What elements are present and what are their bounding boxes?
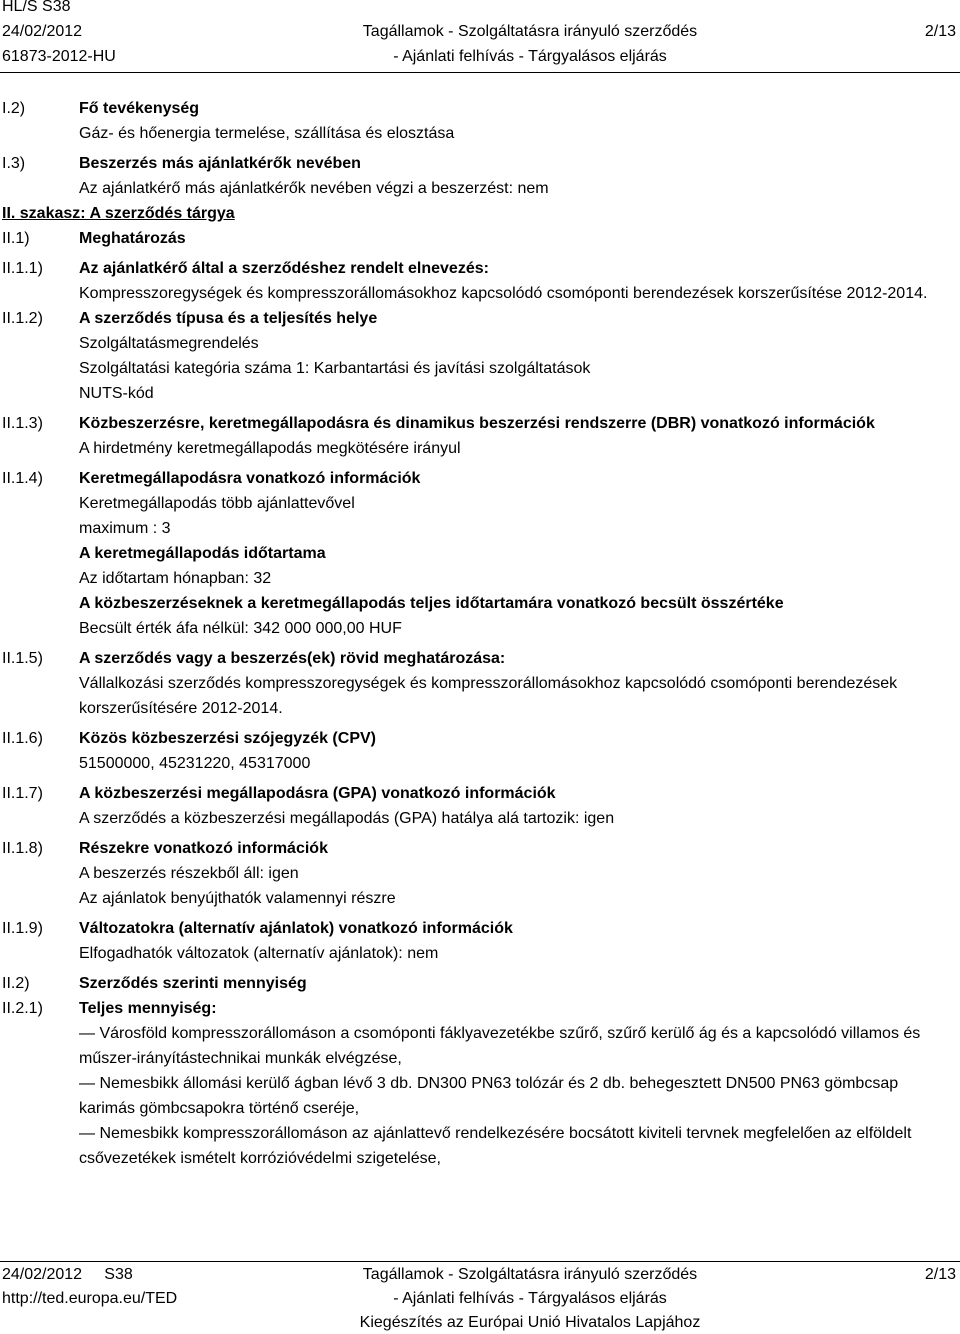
section-ii18: [0, 836, 960, 911]
footer-page-number: 2/13: [924, 1266, 956, 1283]
section-number: II.1.4): [2, 470, 43, 487]
section-ii17: [0, 781, 960, 831]
section-number: II.1.8): [2, 840, 43, 857]
section-text: A hirdetmény keretmegállapodás megkötésére irányul: [79, 440, 461, 457]
section-heading: Közös közbeszerzési szójegyzék (CPV): [79, 730, 376, 747]
section-number: II.1.7): [2, 785, 43, 802]
section-ii16: [0, 726, 960, 776]
part-title: II. szakasz: A szerződés tárgya: [2, 205, 235, 222]
section-text: Az ajánlatkérő más ajánlatkérők nevében végzi a beszerzést: nem: [79, 180, 549, 197]
section-heading: A közbeszerzési megállapodásra (GPA) vonatkozó információk: [79, 785, 556, 802]
section-ii13: [0, 411, 960, 461]
section-heading: Változatokra (alternatív ajánlatok) vonatkozó információk: [79, 920, 513, 937]
section-ii1: [0, 226, 960, 251]
section-heading: A szerződés vagy a beszerzés(ek) rövid meghatározása:: [79, 650, 506, 667]
header-journal-code: HL/S S38: [2, 0, 71, 15]
section-number: II.1.1): [2, 260, 43, 277]
section-ii21: [0, 996, 960, 1171]
section-heading: Közbeszerzésre, keretmegállapodásra és dinamikus beszerzési rendszerre (DBR) vonatkozó információk: [79, 415, 875, 432]
service-category: Szolgáltatási kategória száma 1: Karbantartási és javítási szolgáltatások: [79, 360, 591, 377]
framework-maximum: maximum : 3: [79, 520, 171, 537]
quantity-item: — Nemesbikk állomási kerülő ágban lévő 3 db. DN300 PN63 tolózár és 2 db. behegesztett DN500 PN63 gömbcsap karimás gömbcsapokra történő cseréje,: [79, 1075, 899, 1117]
contract-type: Szolgáltatásmegrendelés: [79, 335, 259, 352]
header-notice-type: Tagállamok - Szolgáltatásra irányuló szerződés: [362, 23, 698, 40]
nuts-code: NUTS-kód: [79, 385, 154, 402]
section-text: Gáz- és hőenergia termelése, szállítása és elosztása: [79, 125, 455, 142]
footer-date-series: 24/02/2012 S38: [2, 1266, 133, 1283]
gpa-text: A szerződés a közbeszerzési megállapodás (GPA) hatálya alá tartozik: igen: [79, 810, 615, 827]
framework-operators: Keretmegállapodás több ajánlattevővel: [79, 495, 355, 512]
section-heading: Az ajánlatkérő által a szerződéshez rendelt elnevezés:: [79, 260, 489, 277]
section-number: II.2): [2, 975, 30, 992]
section-number: II.1): [2, 230, 30, 247]
section-number: II.1.6): [2, 730, 43, 747]
subheading-duration: A keretmegállapodás időtartama: [79, 545, 326, 562]
header-page-number: 2/13: [924, 23, 956, 40]
header-divider: [0, 72, 960, 73]
section-ii15: [0, 646, 960, 721]
section-heading: Teljes mennyiség:: [79, 1000, 217, 1017]
header-notice-number: 61873-2012-HU: [2, 48, 116, 65]
section-heading: Meghatározás: [79, 230, 186, 247]
section-number: II.1.5): [2, 650, 43, 667]
notice-body: [0, 96, 960, 1171]
section-heading: A szerződés típusa és a teljesítés helye: [79, 310, 378, 327]
section-number: I.3): [2, 155, 26, 172]
section-number: II.2.1): [2, 1000, 43, 1017]
footer-notice-type: Tagállamok - Szolgáltatásra irányuló szerződés: [362, 1266, 698, 1283]
section-number: II.1.9): [2, 920, 43, 937]
section-number: I.2): [2, 100, 26, 117]
quantity-item: — Nemesbikk kompresszorállomáson az ajánlattevő rendelkezésére bocsátott kiviteli tervnek megfelelően az elföldelt csővezetékek ismételt korrózióvédelmi szigetelése,: [79, 1125, 912, 1167]
section-heading: Részekre vonatkozó információk: [79, 840, 328, 857]
footer-url: http://ted.europa.eu/TED: [2, 1290, 178, 1307]
section-ii2: [0, 971, 960, 996]
header-procedure-type: - Ajánlati felhívás - Tárgyalásos eljárás: [393, 48, 667, 65]
section-number: II.1.3): [2, 415, 43, 432]
footer-procedure-type: - Ajánlati felhívás - Tárgyalásos eljárás: [393, 1290, 667, 1307]
section-i2: [0, 96, 960, 146]
variants-text: Elfogadhatók változatok (alternatív ajánlatok): nem: [79, 945, 439, 962]
section-heading: Szerződés szerinti mennyiség: [79, 975, 307, 992]
lots-text: A beszerzés részekből áll: igen: [79, 865, 299, 882]
page-header: [0, 0, 960, 72]
cpv-codes: 51500000, 45231220, 45317000: [79, 755, 311, 772]
section-ii11: [0, 256, 960, 306]
section-ii19: [0, 916, 960, 966]
section-number: II.1.2): [2, 310, 43, 327]
section-ii14: [0, 466, 960, 641]
section-heading: Fő tevékenység: [79, 100, 200, 117]
section-heading: Beszerzés más ajánlatkérők nevében: [79, 155, 361, 172]
short-description: Vállalkozási szerződés kompresszoregységek és kompresszorállomásokhoz kapcsolódó csomóponti berendezések korszerűsítésére 2012-2014.: [79, 675, 898, 717]
framework-duration: Az időtartam hónapban: 32: [79, 570, 272, 587]
section-i3: [0, 151, 960, 201]
subheading-estimated-value: A közbeszerzéseknek a keretmegállapodás teljes időtartamára vonatkozó becsült összértéke: [79, 595, 784, 612]
lots-submission: Az ajánlatok benyújthatók valamennyi részre: [79, 890, 396, 907]
footer-supplement: Kiegészítés az Európai Unió Hivatalos Lapjához: [359, 1314, 701, 1331]
section-ii12: [0, 306, 960, 406]
page-footer: [0, 1262, 960, 1334]
contract-title: Kompresszoregységek és kompresszorállomásokhoz kapcsolódó csomóponti berendezések korszerűsítése 2012-2014.: [79, 285, 928, 302]
header-date: 24/02/2012: [2, 23, 83, 40]
quantity-item: — Városföld kompresszorállomáson a csomóponti fáklyavezetékbe szűrő, szűrő kerülő ág és a kapcsolódó villamos és műszer-irányítástechnikai munkák elvégzése,: [79, 1025, 921, 1067]
estimated-value: Becsült érték áfa nélkül: 342 000 000,00 HUF: [79, 620, 402, 637]
section-heading: Keretmegállapodásra vonatkozó információk: [79, 470, 421, 487]
